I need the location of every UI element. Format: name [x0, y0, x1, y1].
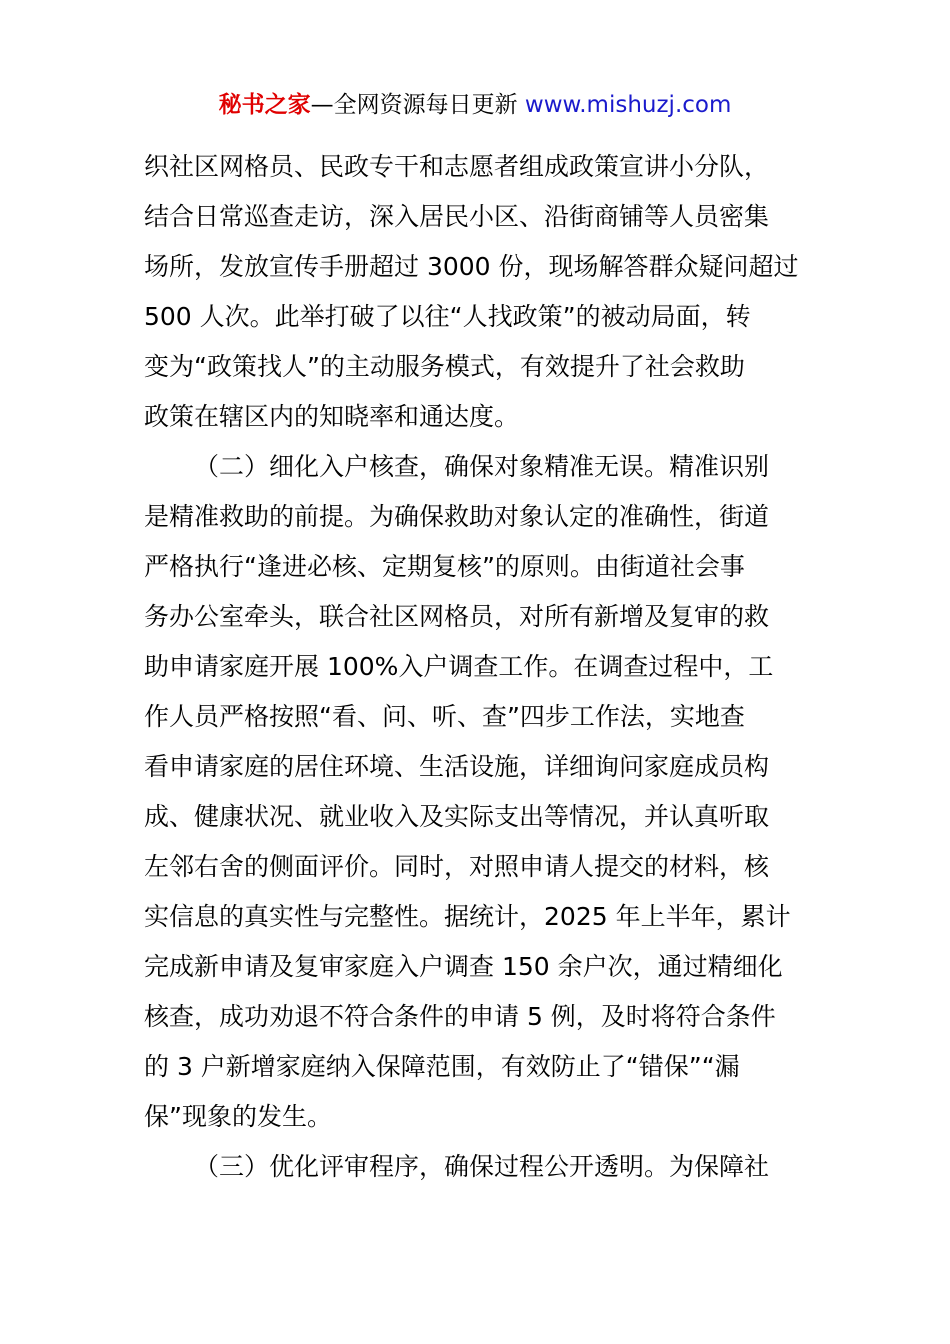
text-line: 织社区网格员、民政专干和志愿者组成政策宣讲小分队， — [144, 152, 770, 181]
text-line: 成、健康状况、就业收入及实际支出等情况，并认真听取 — [144, 802, 770, 831]
site-url[interactable]: www.mishuzj.com — [524, 92, 732, 118]
text-line: 500 人次。此举打破了以往“人找政策”的被动局面，转 — [144, 302, 751, 331]
text-line: 的 3 户新增家庭纳入保障范围，有效防止了“错保”“漏 — [144, 1052, 740, 1081]
text-line: 作人员严格按照“看、问、听、查”四步工作法，实地查 — [144, 702, 745, 731]
document-body — [144, 142, 808, 1192]
text-line: 政策在辖区内的知晓率和通达度。 — [144, 402, 520, 431]
text-line: 务办公室牵头，联合社区网格员，对所有新增及复审的救 — [144, 602, 770, 631]
text-line: 核查，成功劝退不符合条件的申请 5 例，及时将符合条件 — [144, 1002, 776, 1031]
text-line: 变为“政策找人”的主动服务模式，有效提升了社会救助 — [144, 352, 745, 381]
brand-name: 秘书之家 — [218, 92, 311, 118]
text-line: 结合日常巡查走访，深入居民小区、沿街商铺等人员密集 — [144, 202, 770, 231]
text-line: 助申请家庭开展 100%入户调查工作。在调查过程中，工 — [144, 652, 774, 681]
text-line: 左邻右舍的侧面评价。同时，对照申请人提交的材料，核 — [144, 852, 770, 881]
text-line: 看申请家庭的居住环境、生活设施，详细询问家庭成员构 — [144, 752, 770, 781]
section-heading-line: （三）优化评审程序，确保过程公开透明。为保障社 — [194, 1152, 770, 1181]
page-header — [0, 88, 950, 122]
text-line: 保”现象的发生。 — [144, 1102, 332, 1131]
text-line: 完成新申请及复审家庭入户调查 150 余户次，通过精细化 — [144, 952, 783, 981]
text-line: 严格执行“逢进必核、定期复核”的原则。由街道社会事 — [144, 552, 745, 581]
text-line: 实信息的真实性与完整性。据统计，2025 年上半年，累计 — [144, 902, 791, 931]
text-line: 场所，发放宣传手册超过 3000 份，现场解答群众疑问超过 — [144, 252, 799, 281]
section-heading-line: （二）细化入户核查，确保对象精准无误。精准识别 — [194, 452, 770, 481]
header-tagline: —全网资源每日更新 — [310, 92, 525, 118]
text-line: 是精准救助的前提。为确保救助对象认定的准确性，街道 — [144, 502, 770, 531]
